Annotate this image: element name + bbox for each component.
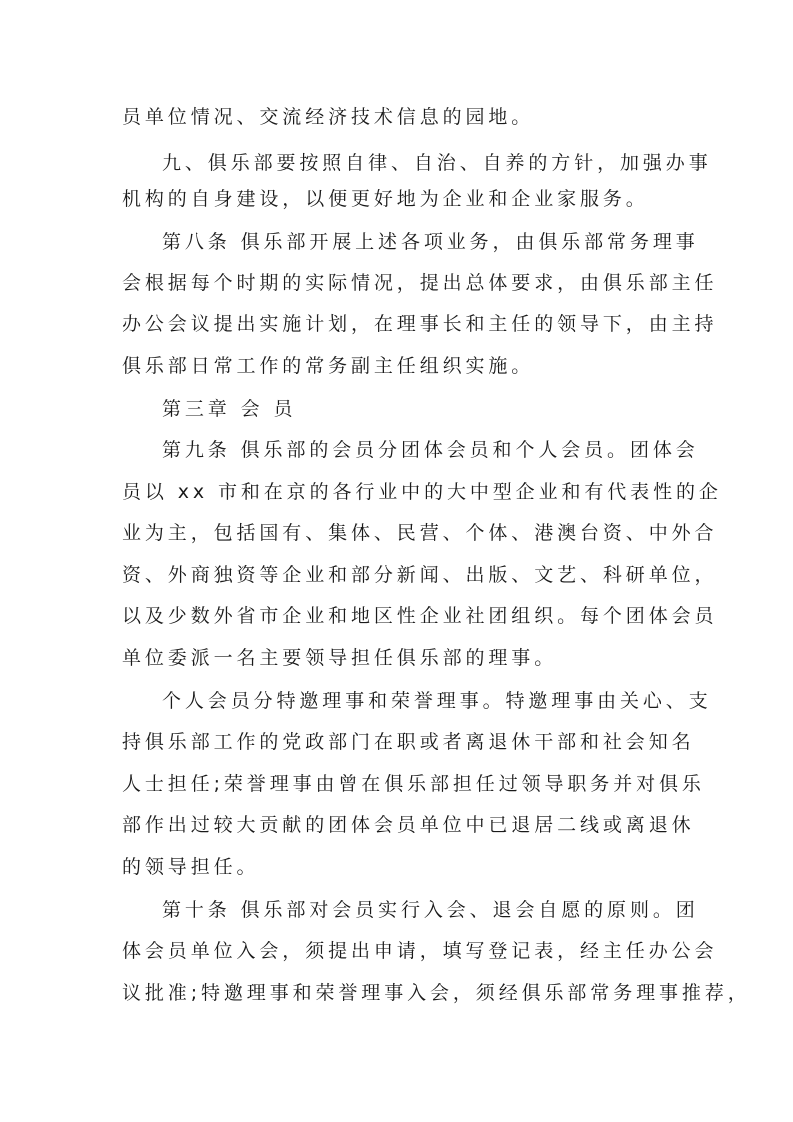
text-line: 部作出过较大贡献的团体会员单位中已退居二线或离退休	[122, 814, 695, 836]
text-line: 机构的自身建设，以便更好地为企业和企业家服务。	[122, 188, 649, 210]
text-line: 以及少数外省市企业和地区性企业社团组织。每个团体会员	[122, 605, 718, 627]
text-line: 九、俱乐部要按照自律、自治、自养的方针，加强办事	[162, 152, 712, 174]
text-line: 的领导担任。	[122, 856, 260, 878]
text-line: 资、外商独资等企业和部分新闻、出版、文艺、科研单位，	[122, 564, 718, 586]
text-line: 持俱乐部工作的党政部门在职或者离退休干部和社会知名	[122, 731, 695, 753]
text-line: 会根据每个时期的实际情况，提出总体要求，由俱乐部主任	[122, 272, 718, 294]
text-line: 第十条 俱乐部对会员实行入会、退会自愿的原则。团	[162, 899, 699, 921]
text-line: 员以 xx 市和在京的各行业中的大中型企业和有代表性的企	[122, 481, 722, 503]
text-line: 办公会议提出实施计划，在理事长和主任的领导下，由主持	[122, 313, 718, 335]
text-line: 单位委派一名主要领导担任俱乐部的理事。	[122, 647, 558, 669]
text-line: 人士担任;荣誉理事由曾在俱乐部担任过领导职务并对俱乐	[122, 773, 705, 795]
text-line: 个人会员分特邀理事和荣誉理事。特邀理事由关心、支	[162, 690, 712, 712]
text-line: 议批准;特邀理事和荣誉理事入会，须经俱乐部常务理事推荐，	[122, 982, 751, 1004]
text-line: 体会员单位入会，须提出申请，填写登记表，经主任办公会	[122, 940, 718, 962]
section-heading: 第三章 会 员	[162, 398, 297, 420]
text-line: 员单位情况、交流经济技术信息的园地。	[122, 106, 535, 128]
text-line: 第九条 俱乐部的会员分团体会员和个人会员。团体会	[162, 439, 699, 461]
text-line: 第八条 俱乐部开展上述各项业务，由俱乐部常务理事	[162, 231, 699, 253]
text-line: 业为主，包括国有、集体、民营、个体、港澳台资、中外合	[122, 522, 718, 544]
text-line: 俱乐部日常工作的常务副主任组织实施。	[122, 355, 535, 377]
